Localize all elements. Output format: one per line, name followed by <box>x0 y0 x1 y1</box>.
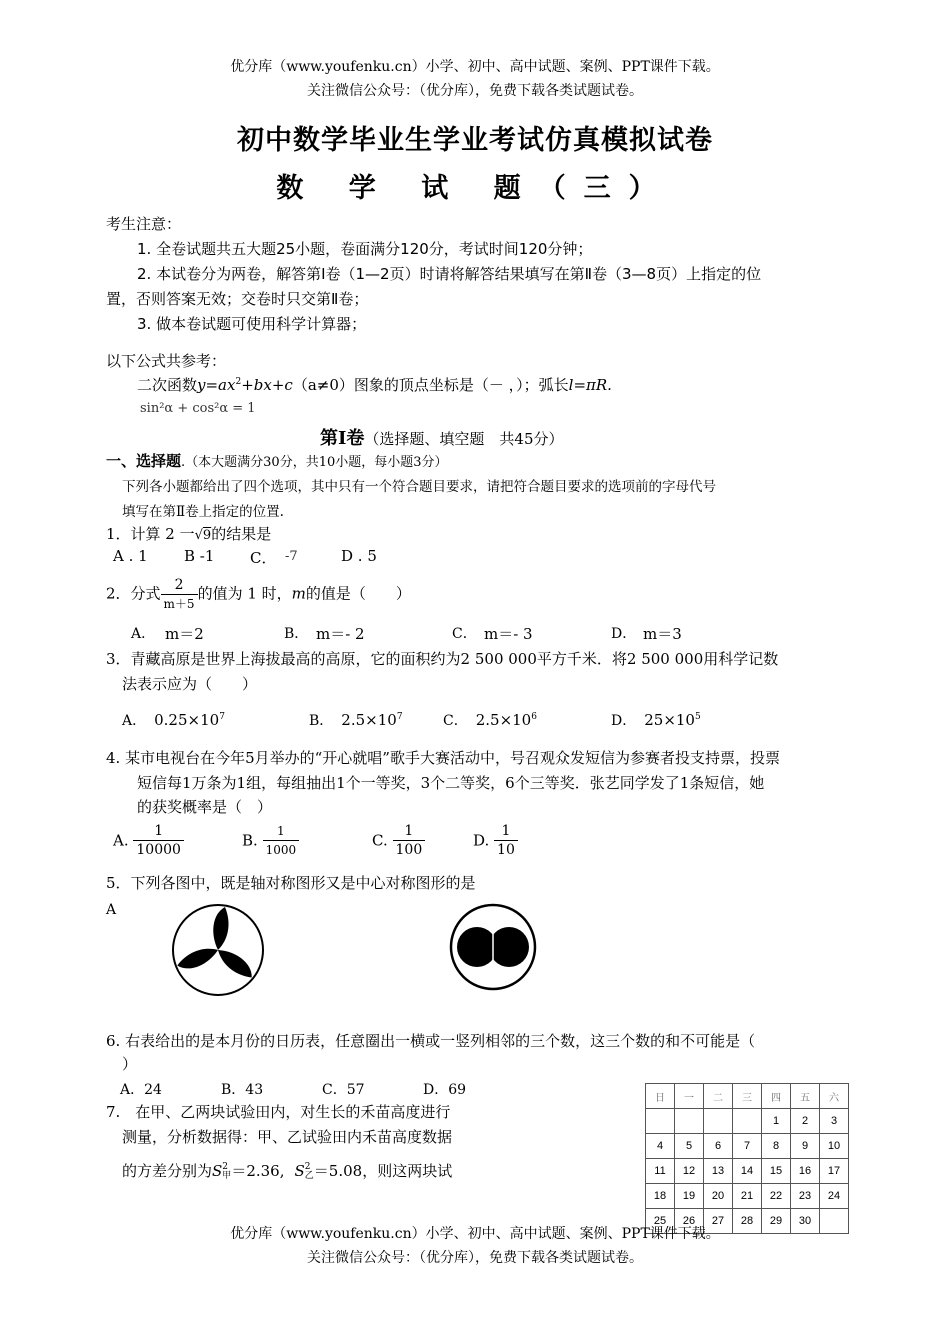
q7-s2-value: ＝5.08 <box>313 1162 363 1180</box>
q3-option-c: C． $2.5\times 10^6$ <box>443 711 537 729</box>
section1-note: .（本大题满分30分，共10小题，每小题3分） <box>181 455 448 470</box>
calendar-header: 三 <box>733 1084 762 1109</box>
q2-option-d-label: D． <box>611 626 637 642</box>
q4-option-a: A. $\frac{1}{10000}$ <box>113 822 184 859</box>
calendar-row: 18 19 20 21 22 23 24 <box>646 1184 849 1209</box>
q1-stem-post: 的结果是 <box>211 525 272 543</box>
q1-sqrt: 9 <box>202 528 212 543</box>
q2-option-b-label: B． <box>284 626 309 642</box>
calendar-header: 六 <box>820 1084 849 1109</box>
notice-heading: 考生注意： <box>106 215 182 233</box>
header-line-2: 关注微信公众号：（优分库），免费下载各类试题试卷。 <box>307 83 643 99</box>
part1-header <box>320 424 564 450</box>
formula-heading: 以下公式共参考： <box>106 352 227 370</box>
section1-heading: 一、选择题 <box>106 452 182 470</box>
q3-text-1: 3．青藏高原是世界上海拔最高的高原，它的面积约为 <box>106 650 461 668</box>
q1-stem: 1．计算 2 一√9的结果是 <box>106 525 272 543</box>
header-line-1: 优分库（www.youfenku.cn）小学、初中、高中试题、案例、PPT课件下载。 <box>230 59 720 75</box>
q6-line-1: 6. 右表给出的是本月份的日历表，任意圈出一横或一竖列相邻的三个数，这三个数的和不可能是（ <box>106 1032 756 1050</box>
calendar-row: 4 5 6 7 8 9 10 <box>646 1134 849 1159</box>
q1-option-b: B -1 <box>184 547 215 565</box>
q3-text-1b: 平方千米．将 <box>536 650 627 668</box>
part1-subtitle: （选择题、填空题 共45分） <box>364 430 564 448</box>
q2-stem-end: 的值是（ ） <box>305 584 411 603</box>
calendar-row: 25 26 27 28 29 30 <box>646 1209 849 1234</box>
formula-arc: l=πR. <box>568 376 612 394</box>
q7-s1-value: ＝2.36, <box>231 1162 285 1180</box>
q6-option-b: B．43 <box>221 1082 264 1098</box>
page-subtitle: 数 学 试 题（三） <box>276 173 674 204</box>
notice-item-3: 3. 做本卷试题可使用科学计算器； <box>137 315 367 333</box>
q1-option-c: C． <box>250 549 277 567</box>
q2-stem-pre: 2．分式 <box>106 584 161 603</box>
calendar-header: 五 <box>791 1084 820 1109</box>
q3-option-d: D． $25\times 10^5$ <box>611 711 701 729</box>
calendar-header-row <box>646 1084 849 1109</box>
q2-option-d: m＝3 <box>643 625 682 643</box>
calendar-header: 一 <box>675 1084 704 1109</box>
q7-line-3-pre: 的方差分别为 <box>122 1162 213 1180</box>
q2-option-a-label: A． <box>131 626 156 642</box>
q7-line-3: 的方差分别为S 2 甲 ＝2.36, S 2 乙 ＝5.08，则这两块试 <box>122 1162 453 1181</box>
q1-option-a: A . 1 <box>113 547 148 565</box>
calendar-table <box>645 1083 849 1234</box>
q3-option-a: A． $0.25\times 10^7$ <box>122 711 225 729</box>
formula-line-2: sin²α + cos²α = 1 <box>140 401 256 416</box>
section1-heading-line <box>106 450 448 471</box>
formula-mid: +bx+c <box>241 376 293 394</box>
q6-option-d: D．69 <box>423 1082 467 1098</box>
q2-var: m <box>291 584 306 603</box>
footer-line-2: 关注微信公众号：（优分库），免费下载各类试题试卷。 <box>307 1250 643 1266</box>
formula-pre: 二次函数 <box>137 376 198 394</box>
q2-frac-num: 2 <box>161 576 198 595</box>
formula-line-1 <box>137 374 612 395</box>
q2-option-a: m＝2 <box>165 625 204 643</box>
section1-instr-2: 填写在第Ⅱ卷上指定的位置. <box>122 504 284 520</box>
q6-option-c: C．57 <box>322 1082 365 1098</box>
calendar-header: 四 <box>762 1084 791 1109</box>
formula-sup: 2 <box>235 377 242 387</box>
q1-option-c-value: -7 <box>285 549 298 564</box>
q3-line-1 <box>106 648 778 669</box>
q4-option-d: D. $\frac{1}{10}$ <box>473 822 518 859</box>
section1-instr-1: 下列各小题都给出了四个选项，其中只有一个符合题目要求，请把符合题目要求的选项前的字母代号 <box>122 479 716 495</box>
q4-line-3: 的获奖概率是（ ） <box>137 798 273 816</box>
q7-line-3-post: ，则这两块试 <box>362 1162 453 1180</box>
q5-figure-a-propeller <box>170 902 266 998</box>
q1-stem-pre: 1．计算 2 一 <box>106 525 195 543</box>
q2-stem <box>106 576 411 613</box>
calendar-row: 1 2 3 <box>646 1109 849 1134</box>
q3-text-1c: 用科学记数 <box>703 650 779 668</box>
q3-num-2: 2 500 000 <box>626 650 704 668</box>
q5-stem: 5．下列各图中，既是轴对称图形又是中心对称图形的是 <box>106 874 476 892</box>
q2-stem-post: 的值为 1 时， <box>197 584 292 603</box>
q5-label-a: A <box>106 902 117 918</box>
q2-fraction <box>161 576 198 613</box>
notice-item-2a: 2. 本试卷分为两卷，解答第Ⅰ卷（1—2页）时请将解答结果填写在第Ⅱ卷（3—8页）上指定的位 <box>137 265 762 283</box>
q3-num-1: 2 500 000 <box>460 650 537 668</box>
footer-line-1: 优分库（www.youfenku.cn）小学、初中、高中试题、案例、PPT课件下载。 <box>230 1226 720 1242</box>
calendar-row: 11 12 13 14 15 16 17 <box>646 1159 849 1184</box>
page-title: 初中数学毕业生学业考试仿真模拟试卷 <box>237 125 713 156</box>
formula-y: y=ax <box>197 376 236 394</box>
part1-title: 第Ⅰ卷 <box>320 428 365 449</box>
q4-line-2: 短信每1万条为1组，每组抽出1个一等奖，3个二等奖，6个三等奖．张艺同学发了1条短信，她 <box>137 774 765 792</box>
calendar-header: 二 <box>704 1084 733 1109</box>
q2-option-b: m＝- 2 <box>316 625 365 643</box>
q5-figure-b-two-circles <box>448 902 538 992</box>
q2-frac-den: m＋5 <box>163 597 195 611</box>
q6-line-2: ） <box>122 1055 138 1073</box>
notice-item-1: 1. 全卷试题共五大题25小题，卷面满分120分，考试时间120分钟； <box>137 240 593 258</box>
q1-option-d: D . 5 <box>341 547 377 565</box>
q6-option-a: A．24 <box>120 1082 162 1098</box>
q3-line-2: 法表示应为（ ） <box>122 675 258 693</box>
calendar-header: 日 <box>646 1084 675 1109</box>
q3-option-b: B． $2.5\times 10^7$ <box>309 711 403 729</box>
q2-option-c-label: C． <box>452 626 477 642</box>
q7-line-2: 测量，分析数据得：甲、乙试验田内禾苗高度数据 <box>122 1128 453 1146</box>
q4-line-1: 4. 某市电视台在今年5月举办的“开心就唱”歌手大赛活动中，号召观众发短信为参赛者投支持票，投票 <box>106 749 780 767</box>
q4-option-c: C. $\frac{1}{100}$ <box>372 822 425 859</box>
formula-cond: （a≠0）图象的顶点坐标是（－ ，）；弧长 <box>292 376 569 394</box>
q7-line-1: 7. 在甲、乙两块试验田内，对生长的禾苗高度进行 <box>106 1103 451 1121</box>
q4-option-b: B. $\frac{1}{1000}$ <box>242 822 299 859</box>
q2-option-c: m＝- 3 <box>484 625 533 643</box>
notice-item-2b: 置，否则答案无效；交卷时只交第Ⅱ卷； <box>106 290 369 308</box>
